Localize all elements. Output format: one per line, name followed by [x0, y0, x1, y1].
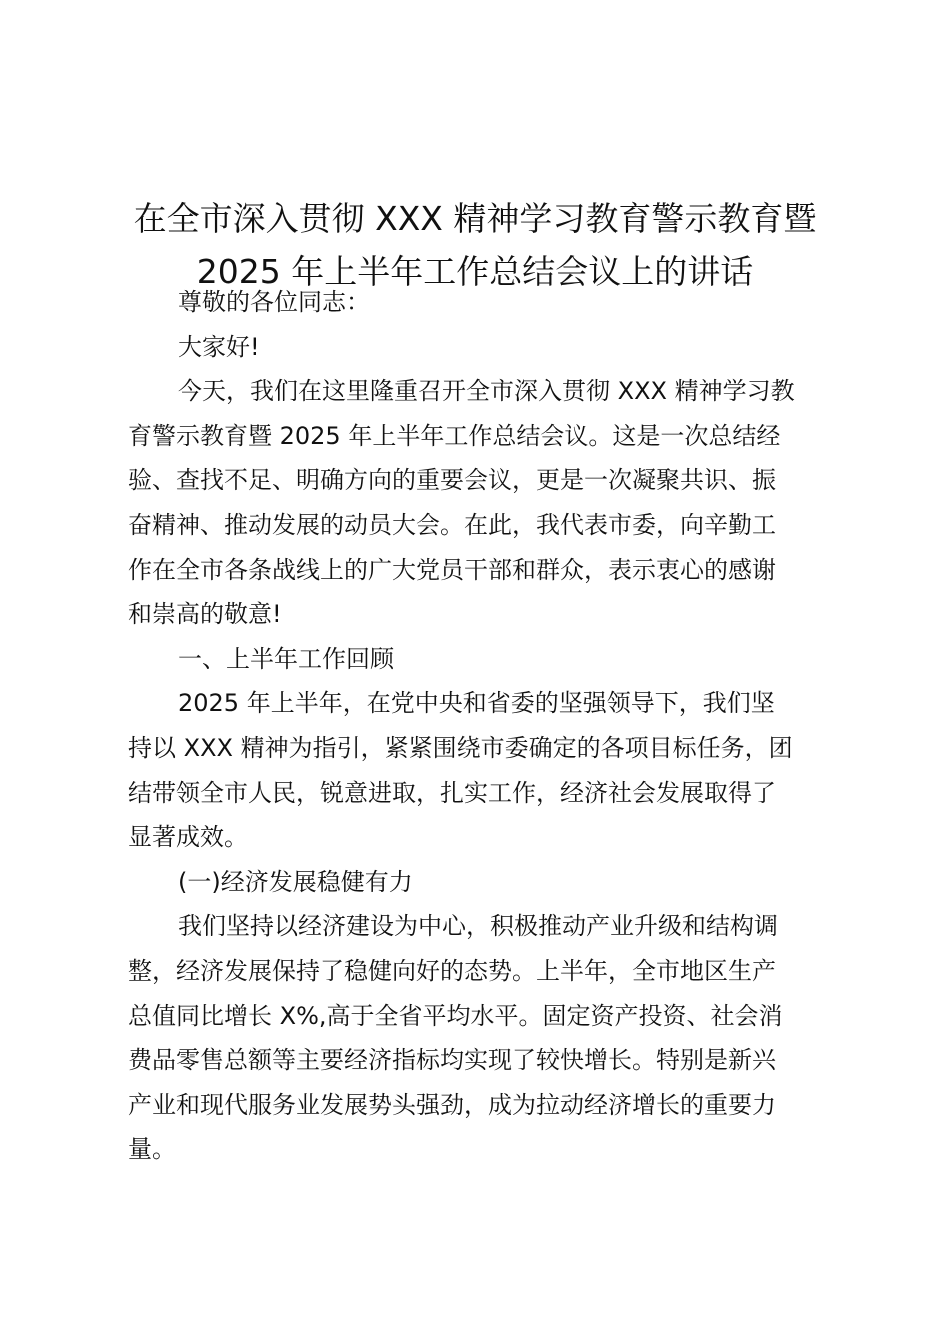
title-line: 在全市深入贯彻 XXX 精神学习教育警示教育暨 — [133, 199, 817, 239]
paragraph-line: 育警示教育暨 2025 年上半年工作总结会议。这是一次总结经 — [128, 421, 781, 450]
section-heading — [128, 637, 828, 682]
paragraph-line: 总值同比增长 X%,高于全省平均水平。固定资产投资、社会消 — [128, 1001, 783, 1030]
subsection-heading — [128, 860, 828, 905]
title-line: 2025 年上半年工作总结会议上的讲话 — [196, 252, 754, 292]
paragraph-line: 产业和现代服务业发展势头强劲，成为拉动经济增长的重要力 — [128, 1090, 776, 1119]
paragraph-line: 和崇高的敬意! — [128, 600, 282, 629]
paragraph-line: 验、查找不足、明确方向的重要会议，更是一次凝聚共识、振 — [128, 466, 776, 495]
paragraph-line: 持以 XXX 精神为指引，紧紧围绕市委确定的各项目标任务，团 — [128, 733, 793, 762]
review-paragraph — [128, 681, 828, 859]
paragraph-line: 我们坚持以经济建设为中心，积极推动产业升级和结构调 — [178, 912, 778, 941]
paragraph-line: 奋精神、推动发展的动员大会。在此，我代表市委，向辛勤工 — [128, 510, 776, 539]
paragraph-line: 结带领全市人民，锐意进取，扎实工作，经济社会发展取得了 — [128, 778, 776, 807]
paragraph-line: 显著成效。 — [128, 823, 248, 852]
paragraph-line: 整，经济发展保持了稳健向好的态势。上半年，全市地区生产 — [128, 956, 776, 985]
paragraph-line: 费品零售总额等主要经济指标均实现了较快增长。特别是新兴 — [128, 1046, 776, 1075]
opening-paragraph — [128, 369, 828, 637]
document-body — [128, 280, 828, 1172]
paragraph-line: 量。 — [128, 1135, 176, 1164]
paragraph-line: (一)经济发展稳健有力 — [178, 867, 413, 896]
paragraph-line: 作在全市各条战线上的广大党员干部和群众，表示衷心的感谢 — [128, 555, 776, 584]
paragraph-line: 2025 年上半年，在党中央和省委的坚强领导下，我们坚 — [178, 689, 775, 718]
salutation — [128, 280, 828, 325]
economy-paragraph — [128, 904, 828, 1172]
paragraph-line: 大家好! — [178, 332, 260, 361]
paragraph-line: 尊敬的各位同志： — [178, 288, 370, 316]
paragraph-line: 一、上半年工作回顾 — [178, 644, 394, 673]
paragraph-line: 今天，我们在这里隆重召开全市深入贯彻 XXX 精神学习教 — [178, 377, 795, 406]
greeting — [128, 325, 828, 370]
